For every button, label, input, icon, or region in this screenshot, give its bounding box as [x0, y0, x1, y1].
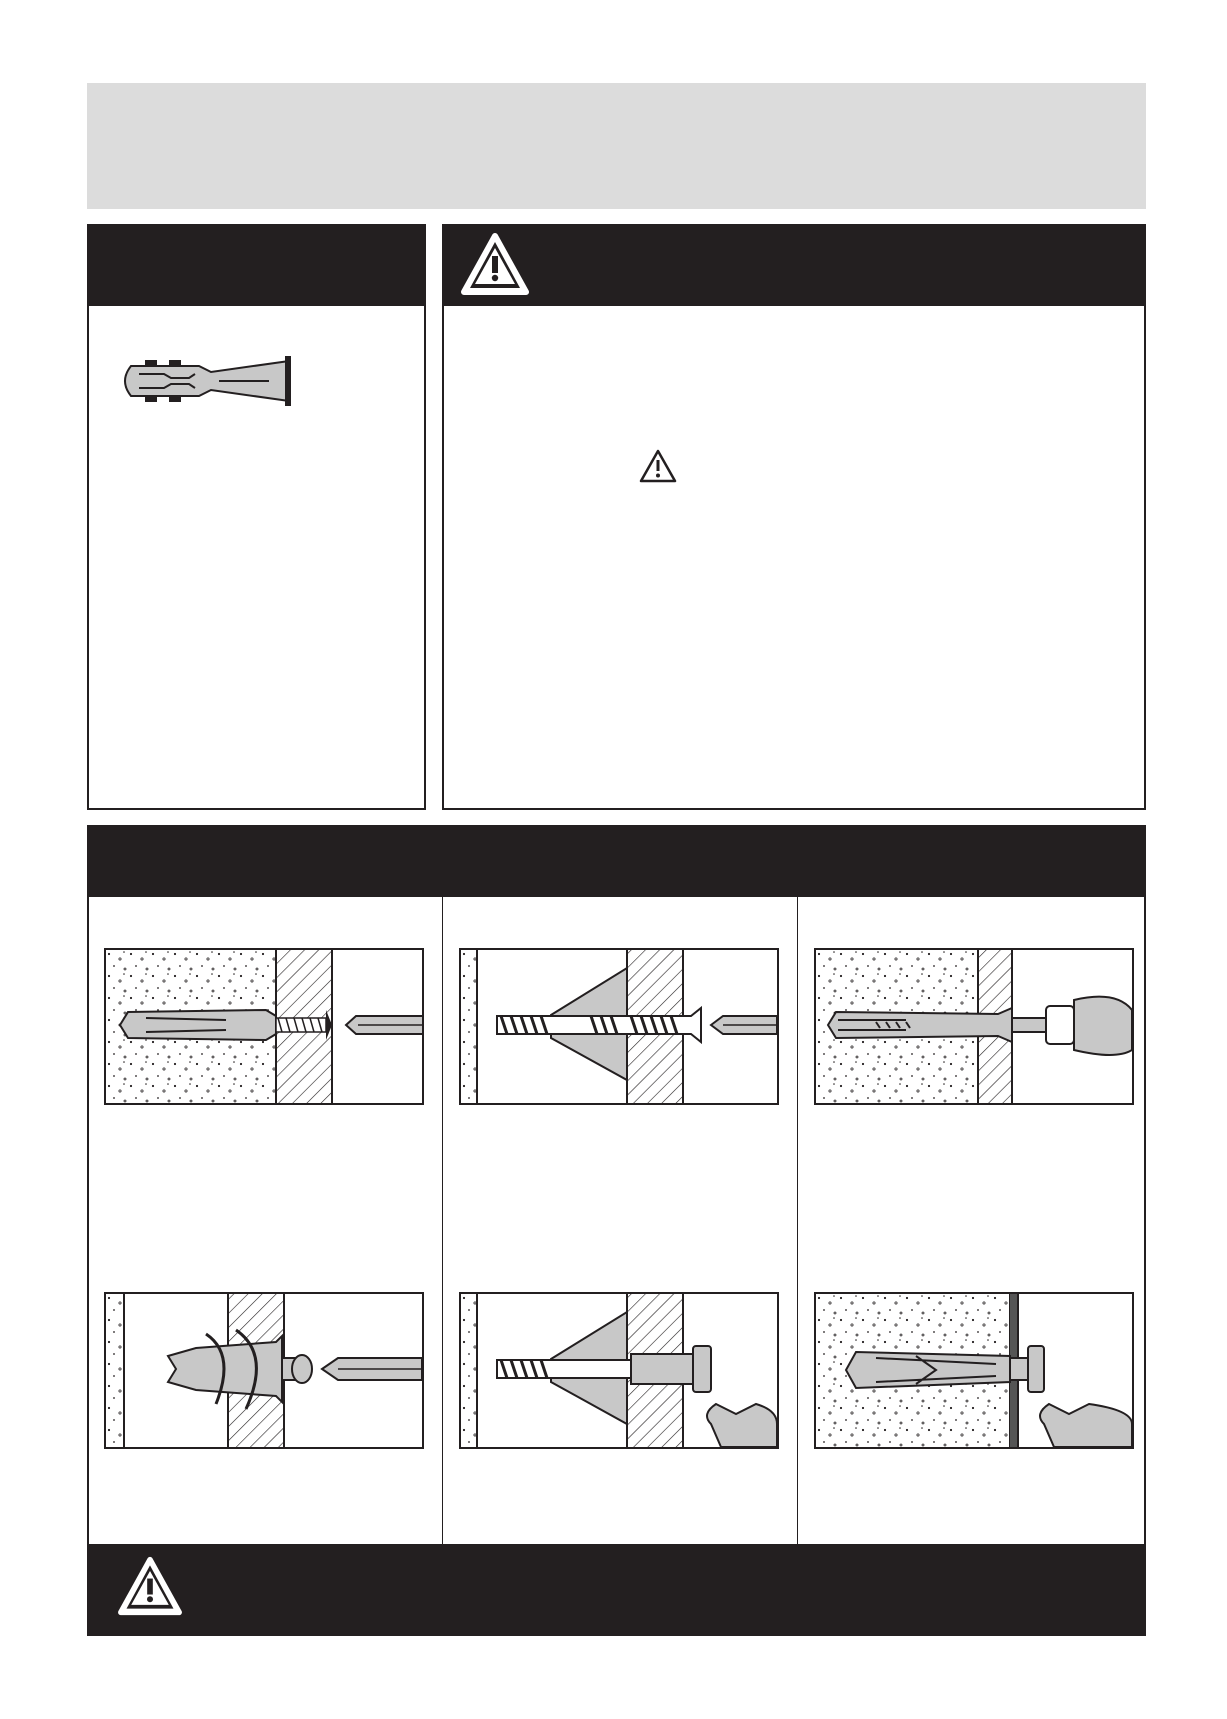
wall-type-diagram-1: [104, 948, 424, 1105]
fixings-header-bar: [89, 226, 424, 306]
wall-types-section: [87, 825, 1146, 1636]
warning-triangle-icon: [460, 232, 530, 298]
fixings-box: [87, 224, 426, 810]
wall-types-header-bar: [89, 827, 1144, 897]
wall-type-diagram-2: [459, 948, 779, 1105]
wall-type-diagram-4: [104, 1292, 424, 1449]
warning-header-bar: [444, 226, 1144, 306]
wall-type-diagram-5: [459, 1292, 779, 1449]
column-divider: [442, 895, 443, 1545]
wall-plug-icon: [119, 346, 319, 416]
wall-type-diagram-6: [814, 1292, 1134, 1449]
footer-warning-bar: [87, 1544, 1146, 1636]
warning-box: [442, 224, 1146, 810]
column-divider: [797, 895, 798, 1545]
warning-triangle-icon: [117, 1556, 183, 1618]
top-banner: [87, 83, 1146, 209]
wall-type-diagram-3: [814, 948, 1134, 1105]
warning-triangle-icon: [638, 448, 678, 484]
